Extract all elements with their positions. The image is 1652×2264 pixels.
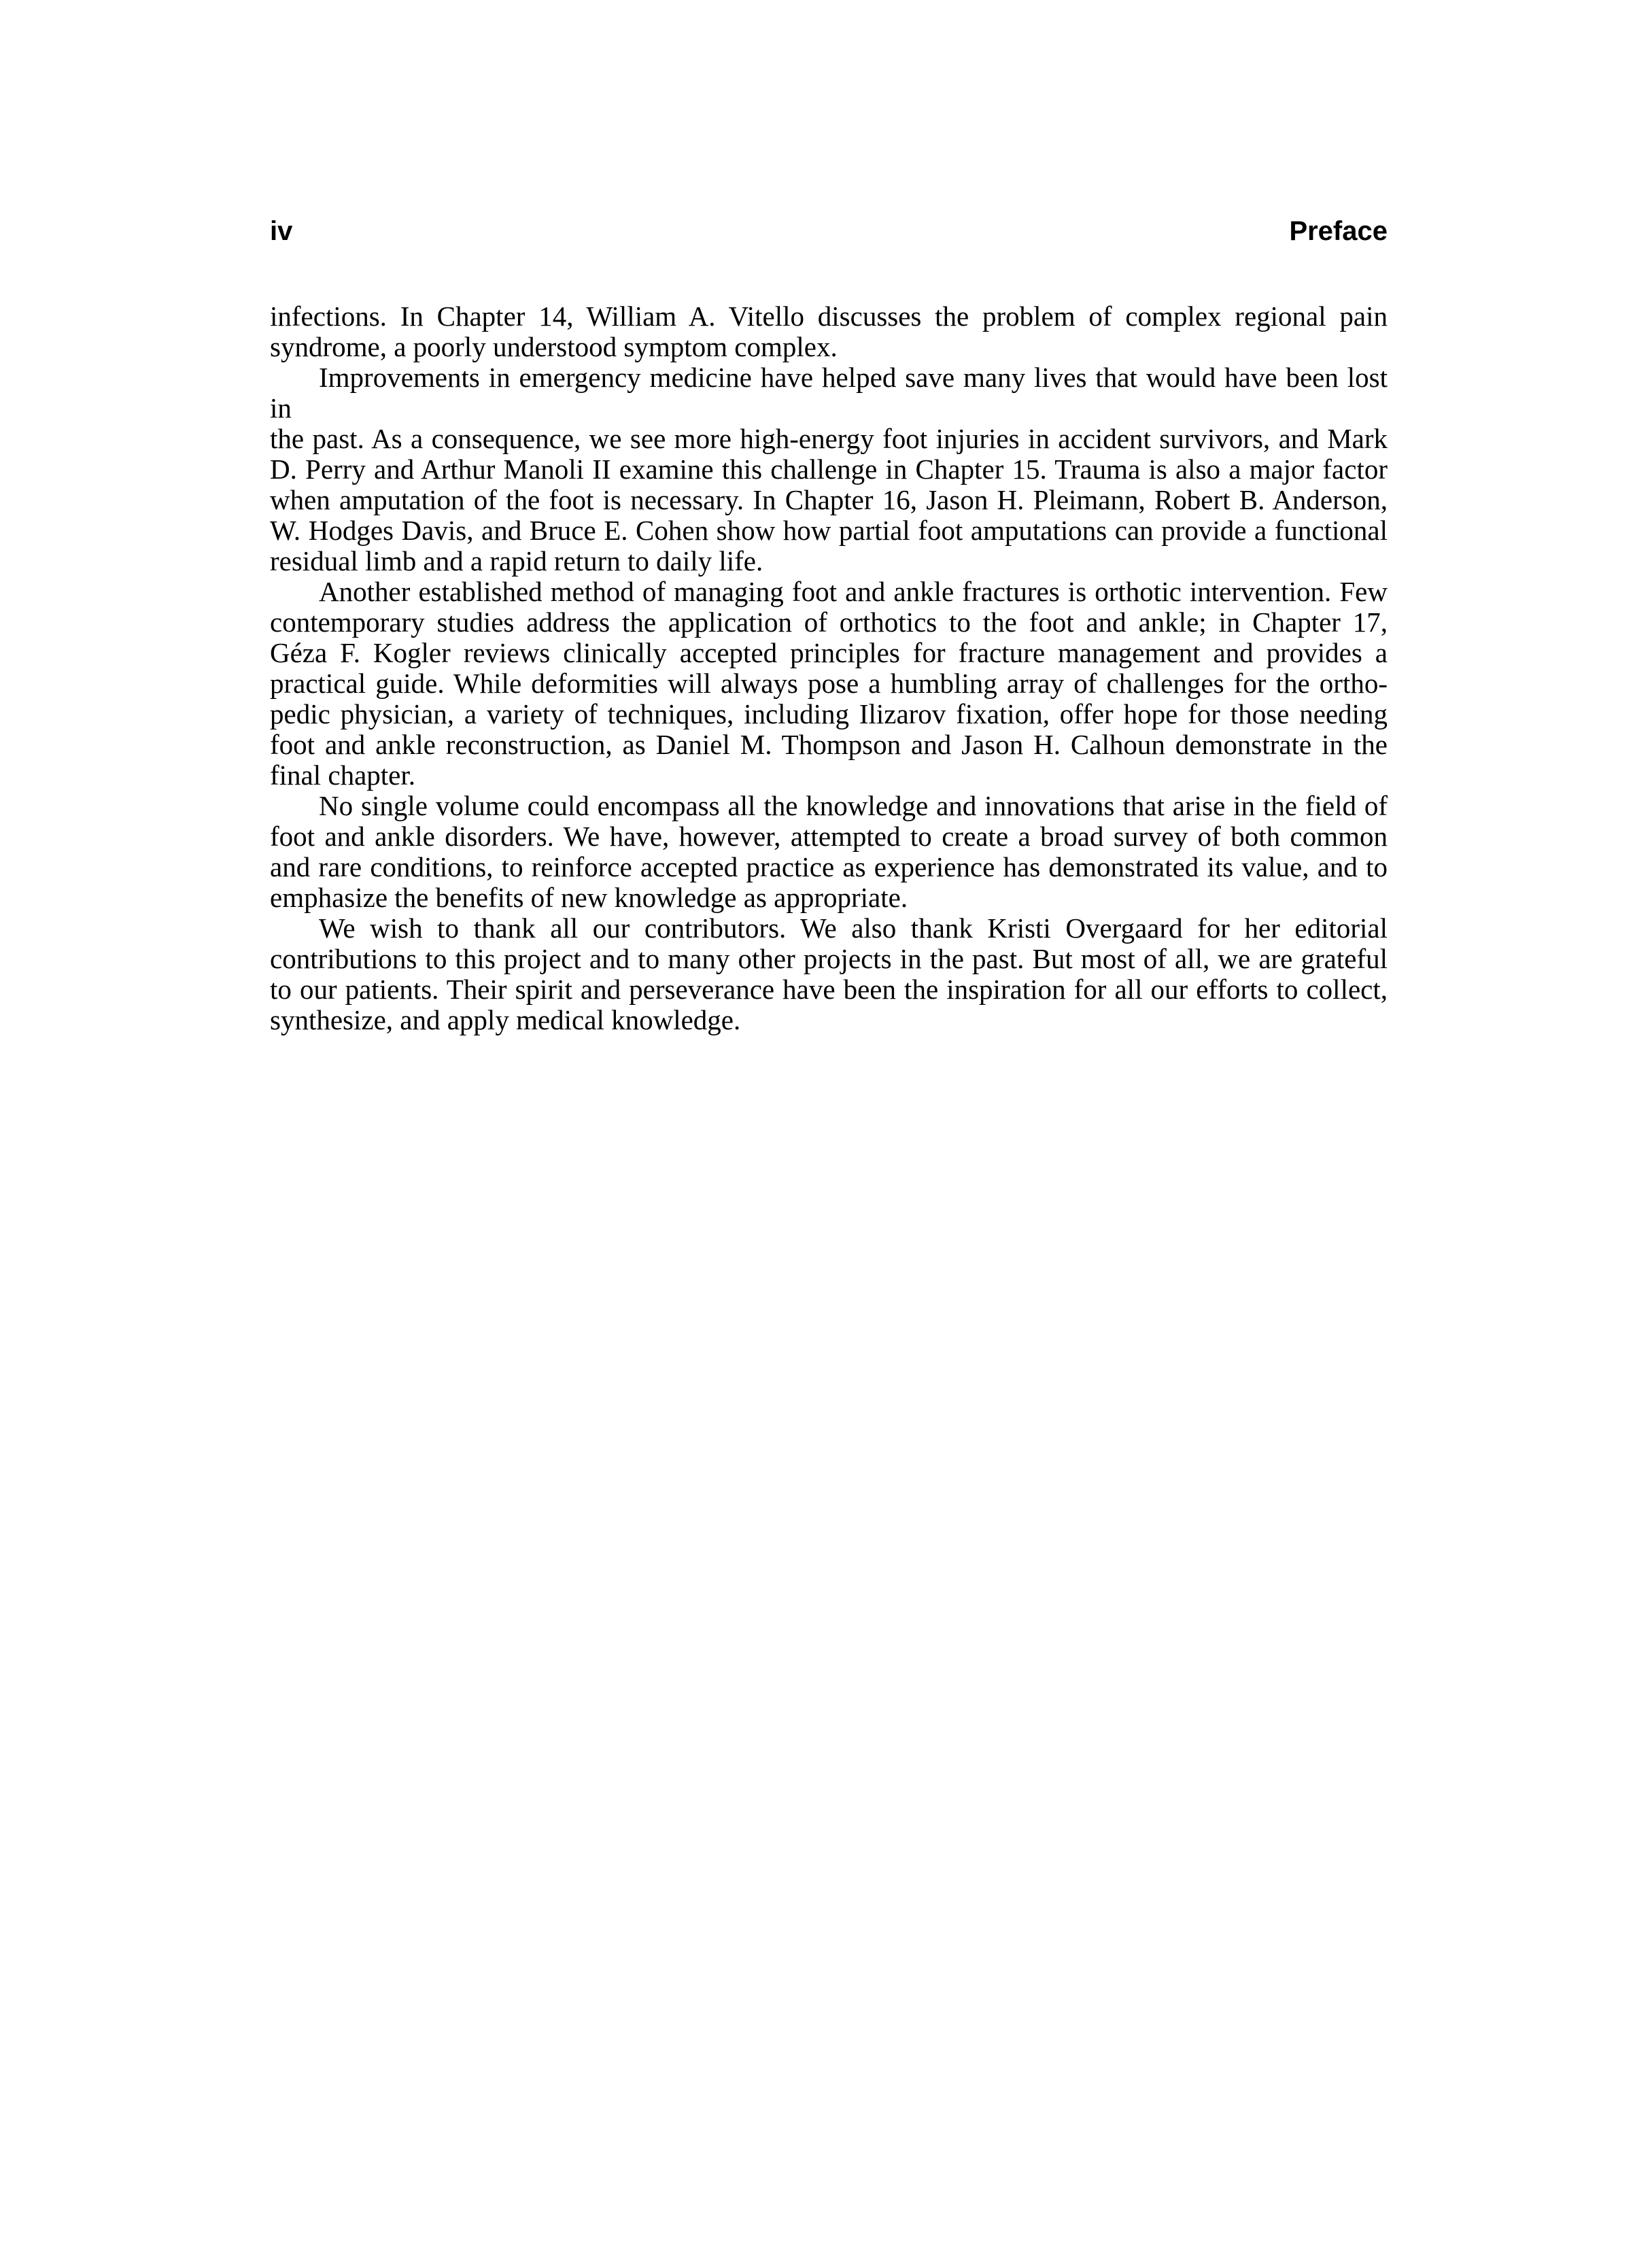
page-header (270, 216, 1388, 247)
text-line: foot and ankle reconstruction, as Daniel M. Thompson and Jason H. Calhoun demonstrate in the (270, 729, 1388, 760)
text-line: D. Perry and Arthur Manoli II examine this challenge in Chapter 15. Trauma is also a major factor (270, 453, 1388, 485)
paragraph (270, 362, 1388, 577)
text-line: contributions to this project and to many other projects in the past. But most of all, we are grateful (270, 943, 1388, 974)
text-line: foot and ankle disorders. We have, however, attempted to create a broad survey of both common (270, 821, 1388, 852)
text-line: syndrome, a poorly understood symptom complex. (270, 331, 838, 362)
text-line: No single volume could encompass all the knowledge and innovations that arise in the field of (319, 790, 1388, 821)
running-head-title: Preface (1289, 216, 1388, 246)
text-line: the past. As a consequence, we see more high-energy foot injuries in accident survivors, and Mark (270, 423, 1388, 454)
text-line: emphasize the benefits of new knowledge as appropriate. (270, 882, 908, 913)
text-line: infections. In Chapter 14, William A. Vitello discusses the problem of complex regional pain (270, 301, 1388, 332)
paragraph (270, 301, 1388, 362)
preface-body (270, 301, 1388, 1035)
text-line: practical guide. While deformities will always pose a humbling array of challenges for the ortho- (270, 668, 1388, 699)
text-line: and rare conditions, to reinforce accepted practice as experience has demonstrated its value, and to (270, 851, 1388, 882)
paragraph (270, 913, 1388, 1035)
text-line: Another established method of managing foot and ankle fractures is orthotic intervention. Few (319, 576, 1388, 607)
text-line: pedic physician, a variety of techniques, including Ilizarov fixation, offer hope for those needing (270, 698, 1388, 730)
text-line: when amputation of the foot is necessary. In Chapter 16, Jason H. Pleimann, Robert B. Anderson, (270, 484, 1388, 515)
paragraph (270, 577, 1388, 791)
page-number: iv (270, 216, 293, 246)
text-line: Géza F. Kogler reviews clinically accepted principles for fracture management and provides a (270, 637, 1388, 668)
text-line: residual limb and a rapid return to daily life. (270, 545, 763, 577)
text-line: Improvements in emergency medicine have helped save many lives that would have been lost in (270, 362, 1388, 424)
text-line: to our patients. Their spirit and perseverance have been the inspiration for all our efforts to collect, (270, 974, 1388, 1005)
text-line: final chapter. (270, 759, 416, 791)
text-line: synthesize, and apply medical knowledge. (270, 1004, 741, 1035)
text-line: W. Hodges Davis, and Bruce E. Cohen show how partial foot amputations can provide a functional (270, 515, 1388, 546)
text-line: We wish to thank all our contributors. We also thank Kristi Overgaard for her editorial (319, 912, 1388, 944)
paragraph (270, 791, 1388, 913)
text-line: contemporary studies address the application of orthotics to the foot and ankle; in Chapter 17, (270, 606, 1388, 638)
